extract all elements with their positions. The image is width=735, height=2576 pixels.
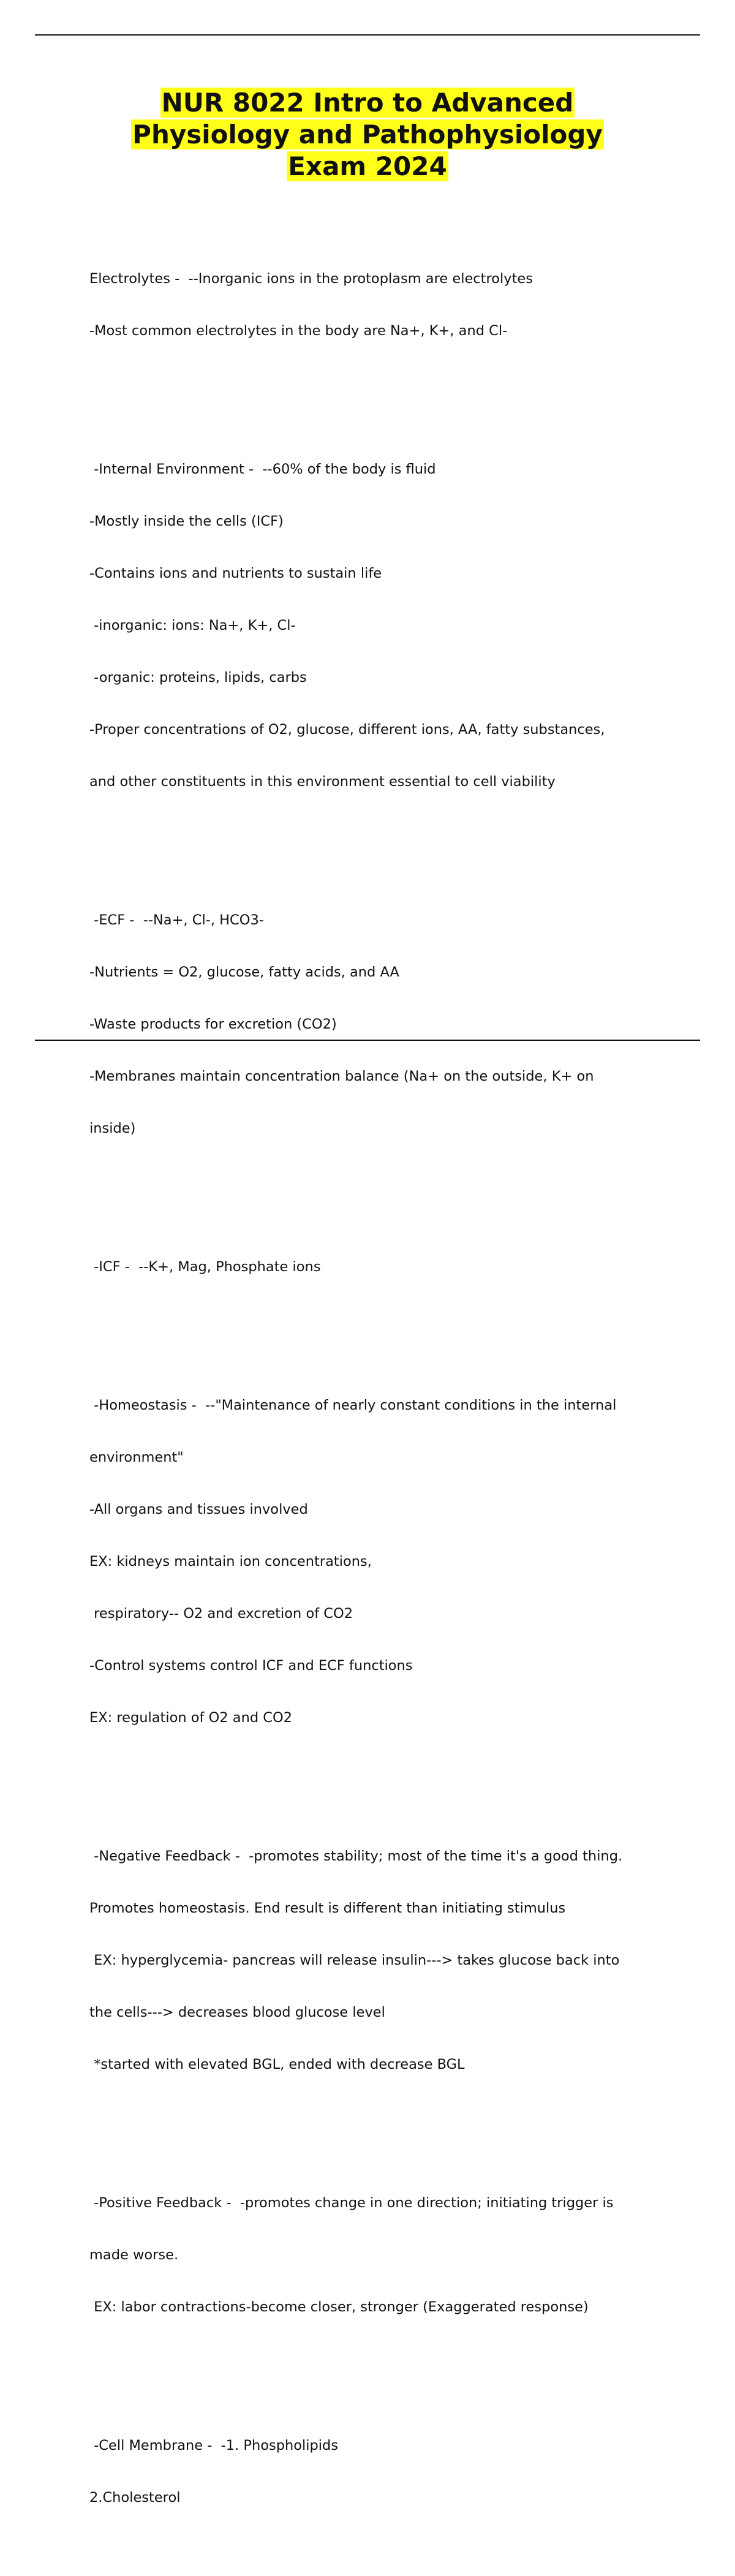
entry-line: inside) [89,1120,136,1136]
bottom-rule [35,1040,700,1041]
flashcard-list [89,201,671,2576]
entry-line: -organic: proteins, lipids, carbs [89,670,307,686]
entry-line: -Internal Environment - --60% of the body is fluid [89,461,436,478]
entry-line: -Most common electrolytes in the body are Na+, K+, and Cl- [89,323,508,339]
entry-ecf [89,877,671,1172]
entry-line: 2.Cholesterol [89,2490,181,2506]
entry-line: -Nutrients = O2, glucose, fatty acids, and AA [89,964,399,981]
entry-line: EX: kidneys maintain ion concentrations, [89,1554,372,1570]
entry-homeostasis [89,1362,671,1761]
entry-line: -Mostly inside the cells (ICF) [89,513,284,530]
entry-line: -Control systems control ICF and ECF functions [89,1657,413,1674]
entry-positive-feedback [89,2160,671,2351]
entry-line: EX: hyperglycemia- pancreas will release insulin---> takes glucose back into [89,1952,620,1968]
entry-line: -Membranes maintain concentration balance (Na+ on the outside, K+ on [89,1068,594,1084]
entry-electrolytes [89,236,671,374]
title-line: Physiology and Pathophysiology [132,119,603,149]
entry-line: EX: labor contractions-become closer, stronger (Exaggerated response) [89,2298,589,2315]
entry-line: *started with elevated BGL, ended with decrease BGL [89,2056,465,2072]
entry-line: environment" [89,1449,184,1466]
entry-line: -Proper concentrations of O2, glucose, different ions, AA, fatty substances, [89,721,605,738]
entry-internal-environment [89,426,671,825]
entry-line: and other constituents in this environment essential to cell viability [89,773,556,790]
entry-line: made worse. [89,2247,179,2264]
entry-line: Electrolytes - --Inorganic ions in the protoplasm are electrolytes [89,271,533,287]
entry-line: -All organs and tissues involved [89,1501,308,1518]
entry-line: -Contains ions and nutrients to sustain life [89,565,382,582]
entry-line: -ECF - --Na+, Cl-, HCO3- [89,912,264,929]
title-line: Exam 2024 [288,151,447,181]
entry-line: EX: regulation of O2 and CO2 [89,1709,293,1726]
entry-line: -Waste products for excretion (CO2) [89,1016,337,1032]
entry-line: the cells---> decreases blood glucose level [89,2004,385,2020]
entry-line: -Positive Feedback - -promotes change in one direction; initiating trigger is [89,2195,614,2212]
title-line: NUR 8022 Intro to Advanced [161,88,574,118]
entry-line: -inorganic: ions: Na+, K+, Cl- [89,618,296,634]
entry-line: -Cell Membrane - -1. Phospholipids [89,2438,339,2454]
entry-cell-membrane [89,2403,671,2541]
entry-line: respiratory-- O2 and excretion of CO2 [89,1606,353,1622]
entry-icf [89,1224,671,1310]
entry-line: -Homeostasis - --"Maintenance of nearly constant conditions in the internal [89,1397,617,1414]
entry-line: -Negative Feedback - -promotes stability; most of the time it's a good thing. [89,1848,623,1865]
entry-negative-feedback [89,1813,671,2108]
entry-line: -ICF - --K+, Mag, Phosphate ions [89,1259,321,1275]
top-rule [35,34,700,36]
entry-line: Promotes homeostasis. End result is different than initiating stimulus [89,1900,566,1917]
document-title [61,87,674,183]
